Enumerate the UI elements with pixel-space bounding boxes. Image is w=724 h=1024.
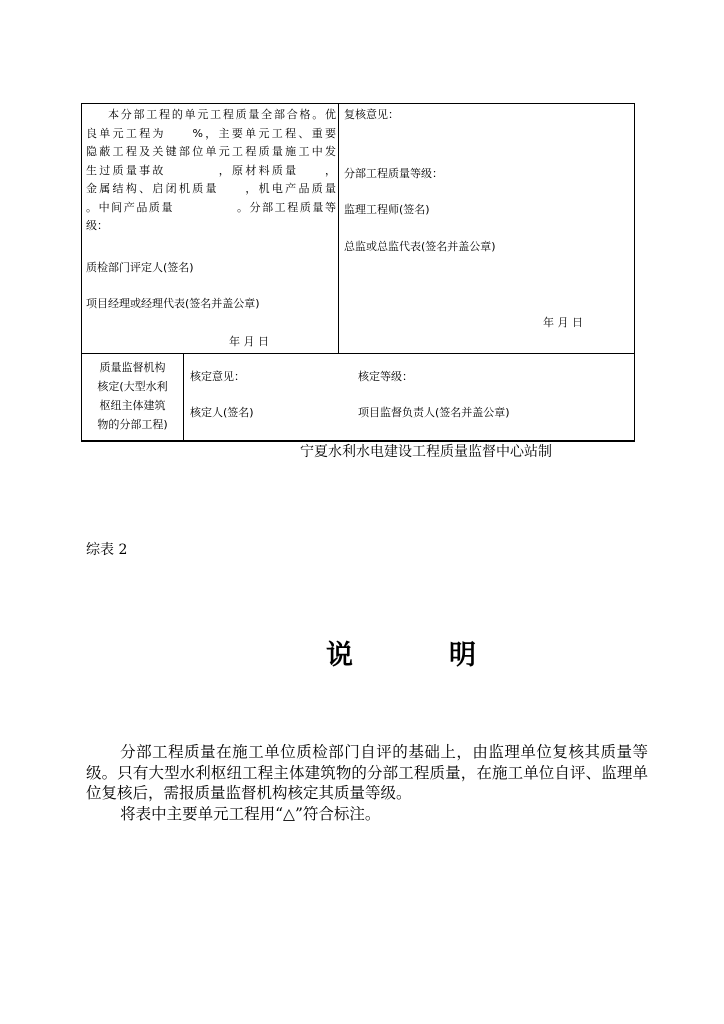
table-number: 综表 2 (86, 542, 128, 558)
org-label-line: 物的分部工程) (97, 418, 168, 431)
statement-line: 生过质量事故 ，原材料质量 ， (86, 163, 336, 177)
statement-line: 本分部工程的单元工程质量全部合格。优 (108, 108, 336, 121)
statement-line: 良单元工程为 %，主要单元工程、重要 (86, 126, 336, 140)
paragraph: 将表中主要单元工程用“△”符合标注。 (120, 804, 381, 823)
page-title (326, 633, 476, 672)
supervision-org-label (82, 358, 183, 434)
supervisor-signature-label: 监理工程师(签名) (344, 203, 430, 216)
org-label-line: 枢纽主体建筑 (99, 399, 166, 412)
verify-grade-label: 核定等级： (358, 370, 413, 383)
row-divider (82, 353, 634, 354)
paragraph: 分部工程质量在施工单位质检部门自评的基础上，由监理单位复核其质量等级。只有大型水利枢纽工程主体建筑物的分部工程质量，在施工单位自评、监理单位复核后，需报质量监督机构核定其质量等级。 (86, 743, 648, 802)
review-opinion-label: 复核意见： (344, 108, 399, 121)
quality-form-table (81, 103, 635, 442)
title-char: 说 (326, 640, 353, 671)
column-divider-lower (183, 353, 184, 441)
explanation-body (86, 742, 648, 824)
statement-line: 金属结构、启闭机质量 ，机电产品质量 (86, 182, 336, 195)
statement-line: 。中间产品质量 。分部工程质量等 (86, 200, 336, 214)
project-lead-signature-label: 项目监督负责人(签名并盖公章) (358, 406, 510, 419)
statement-line: 级： (86, 219, 108, 232)
date-right: 年 月 日 (543, 316, 583, 329)
title-char: 明 (449, 640, 476, 671)
chief-signature-label: 总监或总监代表(签名并盖公章) (344, 240, 496, 253)
date-left: 年 月 日 (229, 335, 269, 348)
statement-line: 隐蔽工程及关键部位单元工程质量施工中发 (86, 145, 336, 158)
column-divider-upper (338, 104, 339, 353)
source-note: 宁夏水利水电建设工程质量监督中心站制 (300, 444, 552, 460)
verifier-signature-label: 核定人(签名) (190, 406, 254, 419)
manager-signature-label: 项目经理或经理代表(签名并盖公章) (86, 297, 260, 310)
org-label-line: 核定(大型水利 (97, 380, 168, 393)
unit-engineering-statement (86, 106, 336, 236)
evaluator-signature-label: 质检部门评定人(签名) (86, 261, 194, 274)
verify-opinion-label: 核定意见： (190, 370, 245, 383)
grade-label: 分部工程质量等级： (344, 167, 443, 180)
org-label-line: 质量监督机构 (99, 361, 166, 374)
